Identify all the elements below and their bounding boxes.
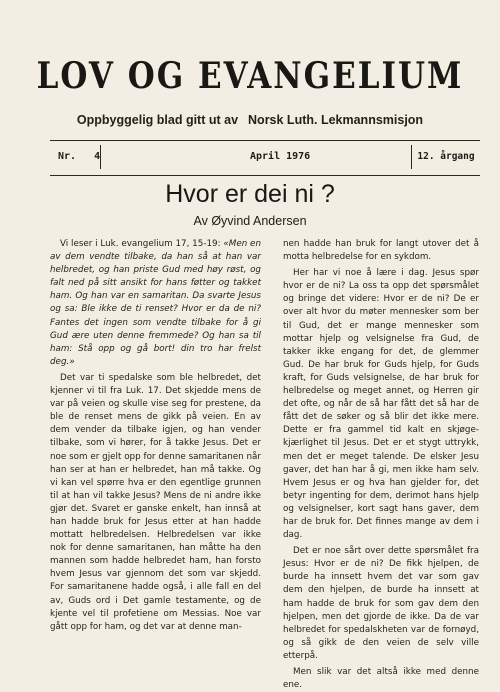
issue-number-value: 4 <box>94 151 101 162</box>
issue-number-label: Nr. <box>58 151 77 162</box>
article-paragraph: nen hadde han bruk for langt utover det å motta helbredelse for en sykdom. <box>283 239 479 263</box>
article-title: Hvor er dei ni ? <box>165 180 335 208</box>
subtitle-part-a: Oppbyggelig blad gitt ut av <box>76 113 239 127</box>
article-paragraph: Det var ti spedalske som ble helbredet, det kjenner vi til fra Luk. 17. Det skjedde mens de var på veien og skulle vise seg for prestene, da ble de renset mens de gikk på veien. En av dem vender da tilbake igjen, og han vender tilbake, som vi hører, for å takke Jesus. Det er noe som er gjelt opp for denne samaritanen når han ser at han er helbredet, han må takke. Og vi kan vel spørre hva er den egentlige grunnen til at han vil takke Jesus? Mens de ni andre ikke gjør det. Svaret er ganske enkelt, han innså at han hadde bruk for Jesus etter at han hadde mottatt helbredelsen. Helbredelsen var ikke nok for denne samaritanen, han måtte ha den mannen som hadde helbredet ham, han forsto hvem Jesus var gjennom det som var skjedd. For samaritanene hadde også, i alle fall en del av, Guds ord i Det gamle testamente, og de kjente vel til profetiene om Messias. Noe var gått opp for ham, og det var at denne man- <box>50 372 261 632</box>
issue-number <box>58 151 100 162</box>
issue-info-bar <box>50 140 480 176</box>
masthead-title: LOV OG EVANGELIUM <box>36 54 464 98</box>
issue-divider <box>100 145 101 169</box>
article-paragraph: Her har vi noe å lære i dag. Jesus spør hvor er de ni? La oss ta opp det spørsmålet og bringe det videre: Hvor er de ni? De er over alt hvor du møter mennesker som ber til Gud, det er mange mennesker som mottar hjelp og velsignelse fra Gud, de takker ikke engang for det, de glemmer Gud. De har bruk for Guds hjelp, for Guds kraft, for Guds velsignelse, de har bruk for helbredelse og meget annet, og Herren gir det ofte, og når de så har fått det så har de fått det de søker og så blir det ikke mere. Dette er fra gammel tid kalt en skjøge-kjærlighet til Jesus. Det er et stygt uttrykk, men det er meget talende. De elsker Jesu gaver, det han har å gi, men ikke ham selv. Hvem Jesus er og hva han gjelder for, det betyr ingenting for dem, derimot hans hjelp og velsignelser, kort sagt hans gaver, dem har de bruk for. Det finnes mange av dem i dag. <box>283 268 479 541</box>
article-paragraph: Det er noe sårt over dette spørsmålet fra Jesus: Hvor er de ni? De fikk hjelpen, de burde ha innsett hvem det var som gav dem den hjelpen, de burde ha innsett at ham hadde de bruk for som gav dem den hjelpen, men det gjorde de ikke. Da de var helbredet for spedalskheten var de fornøyd, og så gikk de den veien de selv ville etterpå. <box>283 546 479 661</box>
article-column-right <box>283 238 479 692</box>
issue-volume: 12. årgang <box>411 145 480 169</box>
article-paragraph: Men slik var det altså ikke med denne ene. <box>283 667 479 691</box>
article-column-left <box>50 238 261 634</box>
scripture-reference: Vi leser i Luk. evangelium 17, 15-19: <box>60 239 221 249</box>
subtitle-part-b: Norsk Luth. Lekmannsmisjon <box>248 113 424 127</box>
scripture-quote: «Men en av dem vendte tilbake, da han så at han var helbredet, og han priste Gud med høy røst, og falt ned på sitt ansikt for hans føtter og takket ham. Og han var en samaritan. Da svarte Jesus og sa: Ble ikke de ti renset? Hvor er da de ni? Fantes det ingen som vendte tilbake for å gi Gud ære uten denne fremmede? Og han sa til ham: Stå opp og gå bort! din tro har frelst deg.» <box>50 239 261 367</box>
masthead-subtitle <box>0 113 500 127</box>
article-byline: Av Øyvind Andersen <box>193 214 307 228</box>
issue-date: April 1976 <box>250 151 311 162</box>
article-paragraph <box>50 238 261 369</box>
